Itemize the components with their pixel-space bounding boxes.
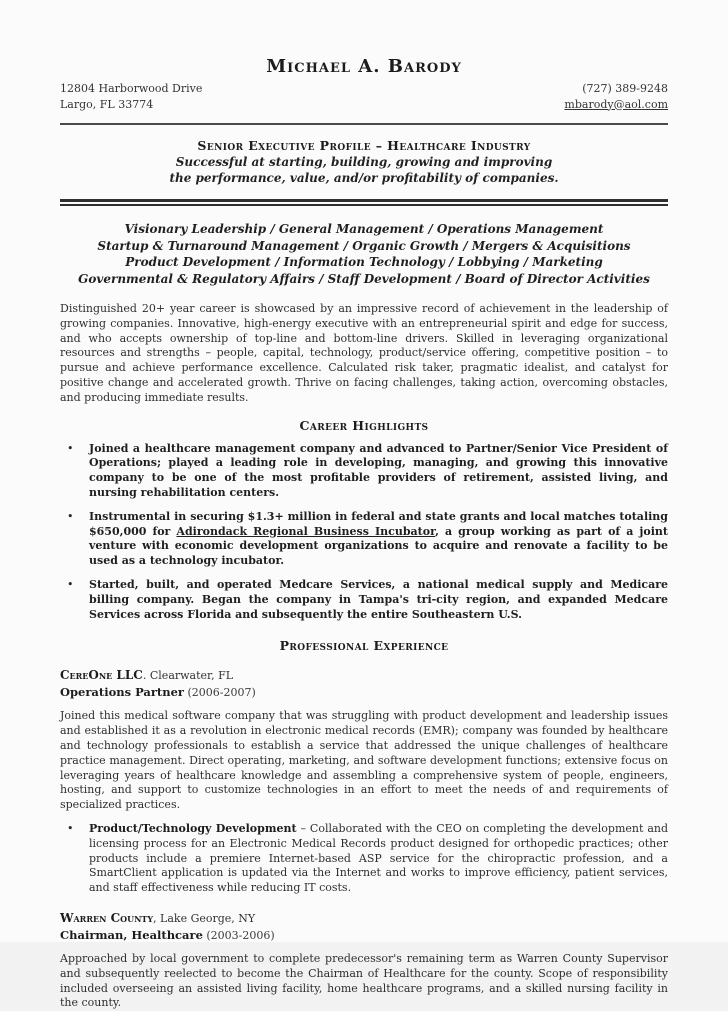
address-line-1: 12804 Harborwood Drive [60, 82, 203, 95]
tagline-line-2: the performance, value, and/or profitability of companies. [169, 170, 559, 185]
keyword-line: Governmental & Regulatory Affairs / Staff Development / Board of Director Activities [78, 271, 650, 286]
job-bullet-rest: – Collaborated with the CEO on completing the development and licensing process for an Electronic Medical Records product designed for orthopedic practices; other products include a premiere Internet-based ASP service for the chiropractic profession, and a SmartClient application is updated via the Internet and works to improve efficiency, patient services, and staff effectiveness while reducing IT costs. [89, 821, 669, 895]
phone-email-block [564, 81, 668, 112]
keyword-summary-block [60, 221, 668, 287]
career-highlights-heading: Career Highlights [299, 417, 429, 433]
job-dates: (2006-2007) [187, 686, 256, 700]
career-highlights-list [60, 442, 668, 623]
address-line-2: Largo, FL 33774 [60, 97, 154, 111]
contact-block [60, 81, 668, 112]
highlight-text [89, 510, 668, 569]
phone-number: (727) 389-9248 [582, 82, 668, 95]
highlight-text: Joined a healthcare management company and advanced to Partner/Senior Vice President of Operations; played a leading role in developing, managing, and growing this innovative company to be one of the most profitable providers of retirement, assisted living, and nursing rehabilitation centers. [89, 441, 668, 499]
bullet-icon: • [67, 577, 74, 591]
job-title: Operations Partner [60, 685, 184, 700]
list-item [60, 822, 668, 896]
job-bullet-text [89, 822, 668, 896]
highlight-text-post: , a group working as part of a joint venture with economic development organizations to acquire and renovate a facility to be used as a technology incubator. [89, 524, 668, 568]
bullet-icon: • [67, 821, 74, 835]
job-title-line [60, 927, 668, 944]
profile-title: Senior Executive Profile – Healthcare Industry [197, 138, 531, 153]
job-dates: (2003-2006) [206, 928, 275, 942]
list-item [60, 442, 668, 501]
profile-section [60, 138, 668, 186]
keyword-line: Product Development / Information Technology / Lobbying / Marketing [125, 255, 603, 269]
job-bullet-list [60, 822, 668, 896]
address-block [60, 81, 202, 112]
job-bullet-lead: Product/Technology Development [89, 821, 297, 835]
bullet-icon: • [67, 509, 74, 523]
job-title: Chairman, Healthcare [60, 927, 203, 942]
profile-double-divider-rule [60, 199, 668, 206]
company-name: CereOne LLC [60, 668, 143, 683]
highlight-text: Started, built, and operated Medcare Services, a national medical supply and Medicare billing company. Began the company in Tampa's tri-city region, and expanded Medcare Services across Florida and subsequently the entire Southeastern U.S. [89, 577, 668, 621]
summary-paragraph: Distinguished 20+ year career is showcased by an impressive record of achievement in the leadership of growing companies. Innovative, high-energy executive with an entrepreneurial spirit and edge for success, and who accepts ownership of top-line and bottom-line drivers. Skilled in leveraging organizational resources and strengths – people, capital, technology, product/service offering, competitive position – to pursue and achieve performance excellence. Calculated risk taker, pragmatic idealist, and catalyst for positive change and accelerated growth. Thrive on facing challenges, taking action, overcoming obstacles, and producing immediate results. [60, 302, 668, 404]
bullet-icon: • [67, 441, 74, 455]
job-entry-warren-county [60, 910, 668, 1011]
job-description: Approached by local government to complete predecessor's remaining term as Warren County Supervisor and subsequently reelected to become the Chairman of Healthcare for the county. Scope of responsibility included overseeing an assisted living facility, home healthcare programs, and a skilled nursing facility in the county. [60, 951, 668, 1010]
keyword-line: Visionary Leadership / General Management / Operations Management [124, 222, 604, 236]
job-description: Joined this medical software company that was struggling with product development and leadership issues and established it as a revolution in electronic medical records (EMR); company was founded by healthcare and technology professionals to establish a service that addressed the unique challenges of healthcare practice management. Direct operating, marketing, and software development functions; extensive focus on leveraging years of healthcare knowledge and assembling a comprehensive system of people, engineers, hosting, and support to customize technologies in an effort to meet the needs of and requirements of specialized practices. [60, 709, 668, 812]
page-title: Michael A. Barody [266, 56, 462, 77]
email-link[interactable]: mbarody@aol.com [564, 97, 668, 111]
header-divider-rule [60, 123, 668, 125]
list-item [60, 578, 668, 622]
company-line [60, 910, 668, 927]
company-location: , Lake George, NY [153, 911, 256, 925]
highlight-text-underlined: Adirondack Regional Business Incubator [176, 524, 436, 538]
profile-tagline [60, 155, 668, 186]
company-name: Warren County [60, 910, 154, 925]
professional-experience-heading: Professional Experience [279, 638, 449, 654]
company-location: . Clearwater, FL [142, 669, 234, 683]
company-line [60, 667, 668, 684]
keyword-line: Startup & Turnaround Management / Organic Growth / Mergers & Acquisitions [97, 238, 631, 253]
list-item [60, 510, 668, 569]
highlight-text-pre: Instrumental in securing $1.3+ million in federal and state grants and local matches totaling $650,000 for [89, 509, 668, 538]
job-entry-cereone [60, 667, 668, 896]
job-title-line [60, 684, 668, 701]
tagline-line-1: Successful at starting, building, growing and improving [175, 155, 553, 169]
